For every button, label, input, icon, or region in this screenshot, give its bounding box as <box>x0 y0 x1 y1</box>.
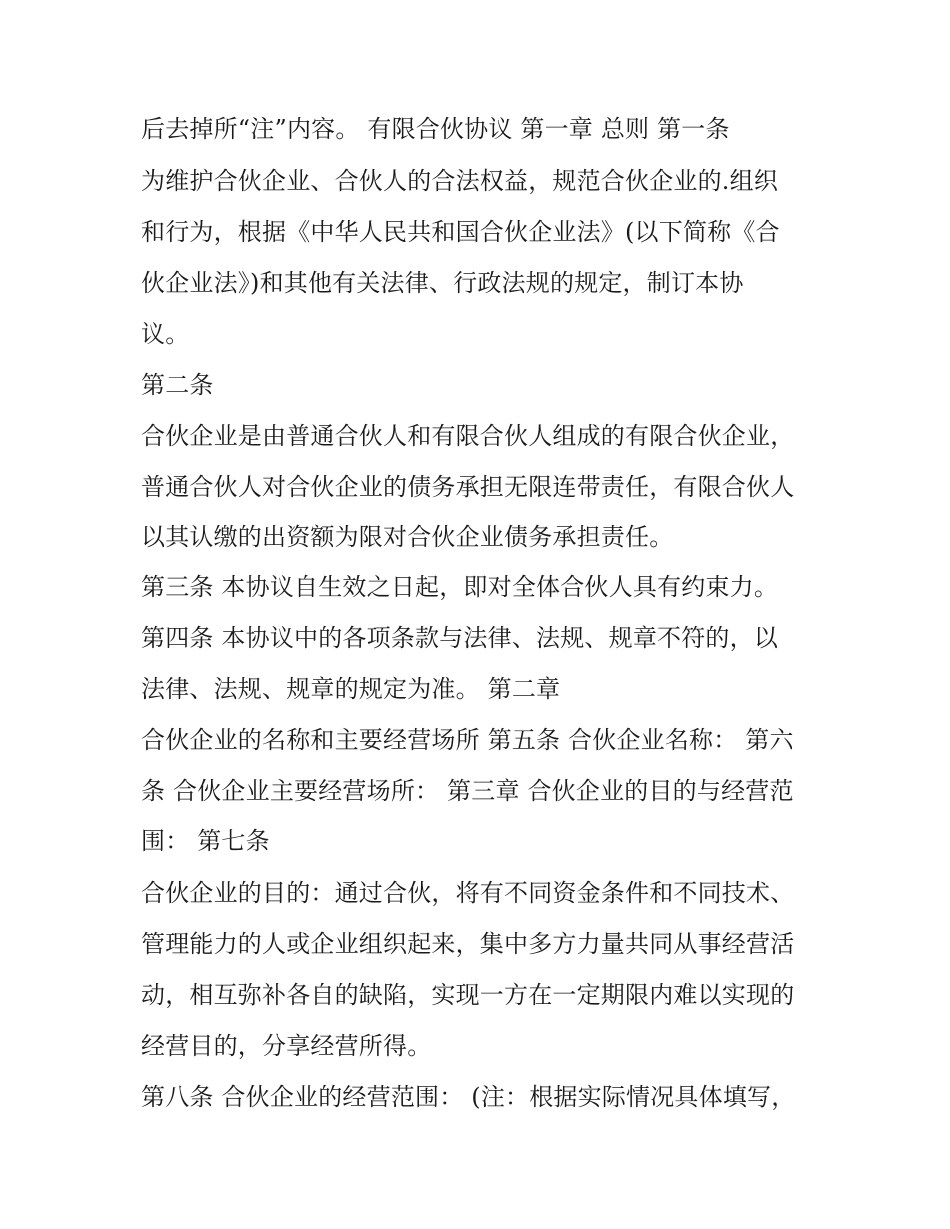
text-line: 条 合伙企业主要经营场所： 第三章 合伙企业的目的与经营范 <box>141 777 794 805</box>
text-line: 后去掉所“注”内容。 有限合伙协议 第一章 总则 第一条 <box>141 115 730 143</box>
text-line: 合伙企业的名称和主要经营场所 第五条 合伙企业名称： 第六 <box>141 726 794 754</box>
text-line: 伙企业法》)和其他有关法律、行政法规的规定，制订本协 <box>141 269 744 297</box>
text-line: 和行为，根据《中华人民共和国合伙企业法》(以下简称《合 <box>141 218 780 246</box>
text-line: 管理能力的人或企业组织起来，集中多方力量共同从事经营活 <box>141 930 795 958</box>
text-line: 经营目的，分享经营所得。 <box>141 1032 432 1060</box>
text-line: 动，相互弥补各自的缺陷，实现一方在一定期限内难以实现的 <box>141 981 795 1009</box>
text-line: 第二条 <box>141 371 214 399</box>
text-line: 为维护合伙企业、合伙人的合法权益，规范合伙企业的.组织 <box>141 167 779 195</box>
text-line: 合伙企业的目的：通过合伙，将有不同资金条件和不同技术、 <box>141 879 795 907</box>
text-line: 以其认缴的出资额为限对合伙企业债务承担责任。 <box>141 523 674 551</box>
text-line: 第三条 本协议自生效之日起，即对全体合伙人具有约束力。 <box>141 573 779 601</box>
text-line: 第四条 本协议中的各项条款与法律、法规、规章不符的，以 <box>141 624 779 652</box>
text-line: 第八条 合伙企业的经营范围： (注：根据实际情况具体填写， <box>141 1083 796 1111</box>
text-line: 合伙企业是由普通合伙人和有限合伙人组成的有限合伙企业， <box>141 422 795 450</box>
text-line: 围： 第七条 <box>141 827 270 855</box>
text-line: 普通合伙人对合伙企业的债务承担无限连带责任，有限合伙人 <box>141 473 795 501</box>
text-line: 法律、法规、规章的规定为准。 第二章 <box>141 675 561 703</box>
text-line: 议。 <box>141 320 190 348</box>
